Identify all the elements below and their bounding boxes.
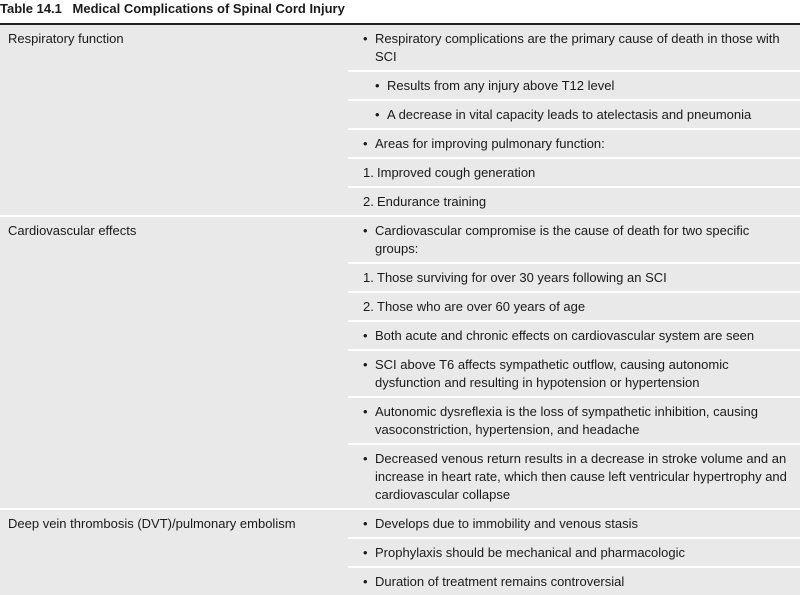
bullet-icon: • [363, 545, 368, 560]
category-cell [0, 292, 348, 321]
bullet-icon: • [363, 404, 368, 419]
table-title: Medical Complications of Spinal Cord Injury [72, 1, 345, 16]
category-cell [0, 444, 348, 509]
table-row [0, 71, 800, 100]
table-row [0, 538, 800, 567]
description-text: Decreased venous return results in a decrease in stroke volume and an increase in heart rate, which then cause left ventricular hypertrophy and cardiovascular collapse [375, 451, 787, 502]
category-cell [0, 538, 348, 567]
list-number: 1. [363, 270, 374, 285]
table-caption [0, 0, 800, 25]
category-cell [0, 187, 348, 216]
bullet-icon: • [375, 107, 380, 122]
description-cell [348, 263, 800, 292]
description-cell [348, 71, 800, 100]
category-cell [0, 567, 348, 595]
list-number: 2. [363, 299, 374, 314]
description-cell [348, 350, 800, 397]
bullet-icon: • [363, 136, 368, 151]
description-text: Improved cough generation [377, 165, 536, 180]
bullet-icon: • [363, 574, 368, 589]
description-text: A decrease in vital capacity leads to atelectasis and pneumonia [387, 107, 752, 122]
category-cell [0, 100, 348, 129]
description-text: Results from any injury above T12 level [387, 78, 615, 93]
category-cell [0, 397, 348, 444]
table-row [0, 567, 800, 595]
description-text: Those who are over 60 years of age [377, 299, 586, 314]
description-text: Those surviving for over 30 years following an SCI [377, 270, 667, 285]
category-label [8, 567, 348, 572]
table-row [0, 509, 800, 538]
description-cell [348, 187, 800, 216]
table-row [0, 216, 800, 263]
table-row [0, 187, 800, 216]
category-label [8, 71, 348, 76]
category-cell [0, 216, 348, 263]
category-cell [0, 509, 348, 538]
category-cell [0, 263, 348, 292]
description-cell [348, 509, 800, 538]
category-cell [0, 321, 348, 350]
description-text: Both acute and chronic effects on cardiovascular system are seen [375, 328, 755, 343]
category-label: Respiratory function [8, 31, 124, 46]
bullet-icon: • [363, 451, 368, 466]
table-row [0, 321, 800, 350]
complications-table [0, 25, 800, 595]
bullet-icon: • [363, 516, 368, 531]
description-cell [348, 444, 800, 509]
description-cell [348, 397, 800, 444]
category-label [8, 292, 348, 297]
description-cell [348, 25, 800, 71]
category-label [8, 263, 348, 268]
description-cell [348, 129, 800, 158]
bullet-icon: • [363, 223, 368, 238]
description-cell [348, 216, 800, 263]
bullet-icon: • [363, 31, 368, 46]
description-cell [348, 321, 800, 350]
table-row [0, 100, 800, 129]
category-label [8, 100, 348, 105]
category-cell [0, 158, 348, 187]
category-label [8, 350, 348, 355]
description-text: Endurance training [377, 194, 487, 209]
description-text: Respiratory complications are the primary cause of death in those with SCI [375, 31, 780, 64]
category-label [8, 158, 348, 163]
category-label [8, 321, 348, 326]
table-number: Table 14.1 [0, 1, 62, 16]
category-cell [0, 129, 348, 158]
category-label [8, 444, 348, 449]
bullet-icon: • [375, 78, 380, 93]
bullet-icon: • [363, 357, 368, 372]
description-text: Develops due to immobility and venous stasis [375, 516, 639, 531]
category-label [8, 129, 348, 134]
description-text: Prophylaxis should be mechanical and pharmacologic [375, 545, 686, 560]
category-cell [0, 25, 348, 71]
description-cell [348, 567, 800, 595]
table-row [0, 129, 800, 158]
list-number: 1. [363, 165, 374, 180]
category-label [8, 538, 348, 543]
description-cell [348, 100, 800, 129]
description-cell [348, 158, 800, 187]
table-row [0, 350, 800, 397]
description-text: Duration of treatment remains controversial [375, 574, 625, 589]
bullet-icon: • [363, 328, 368, 343]
description-text: Cardiovascular compromise is the cause of death for two specific groups: [375, 223, 750, 256]
table-row [0, 444, 800, 509]
table-row [0, 397, 800, 444]
description-text: SCI above T6 affects sympathetic outflow, causing autonomic dysfunction and resulting in hypotension or hypertension [375, 357, 729, 390]
category-cell [0, 350, 348, 397]
list-number: 2. [363, 194, 374, 209]
table-row [0, 263, 800, 292]
category-label [8, 397, 348, 402]
table-row [0, 158, 800, 187]
category-label: Deep vein thrombosis (DVT)/pulmonary embolism [8, 516, 296, 531]
description-cell [348, 538, 800, 567]
category-label: Cardiovascular effects [8, 223, 137, 238]
category-label [8, 187, 348, 192]
description-cell [348, 292, 800, 321]
description-text: Autonomic dysreflexia is the loss of sympathetic inhibition, causing vasoconstriction, hypertension, and headache [375, 404, 758, 437]
table-row [0, 292, 800, 321]
table-row [0, 25, 800, 71]
description-text: Areas for improving pulmonary function: [375, 136, 605, 151]
category-cell [0, 71, 348, 100]
